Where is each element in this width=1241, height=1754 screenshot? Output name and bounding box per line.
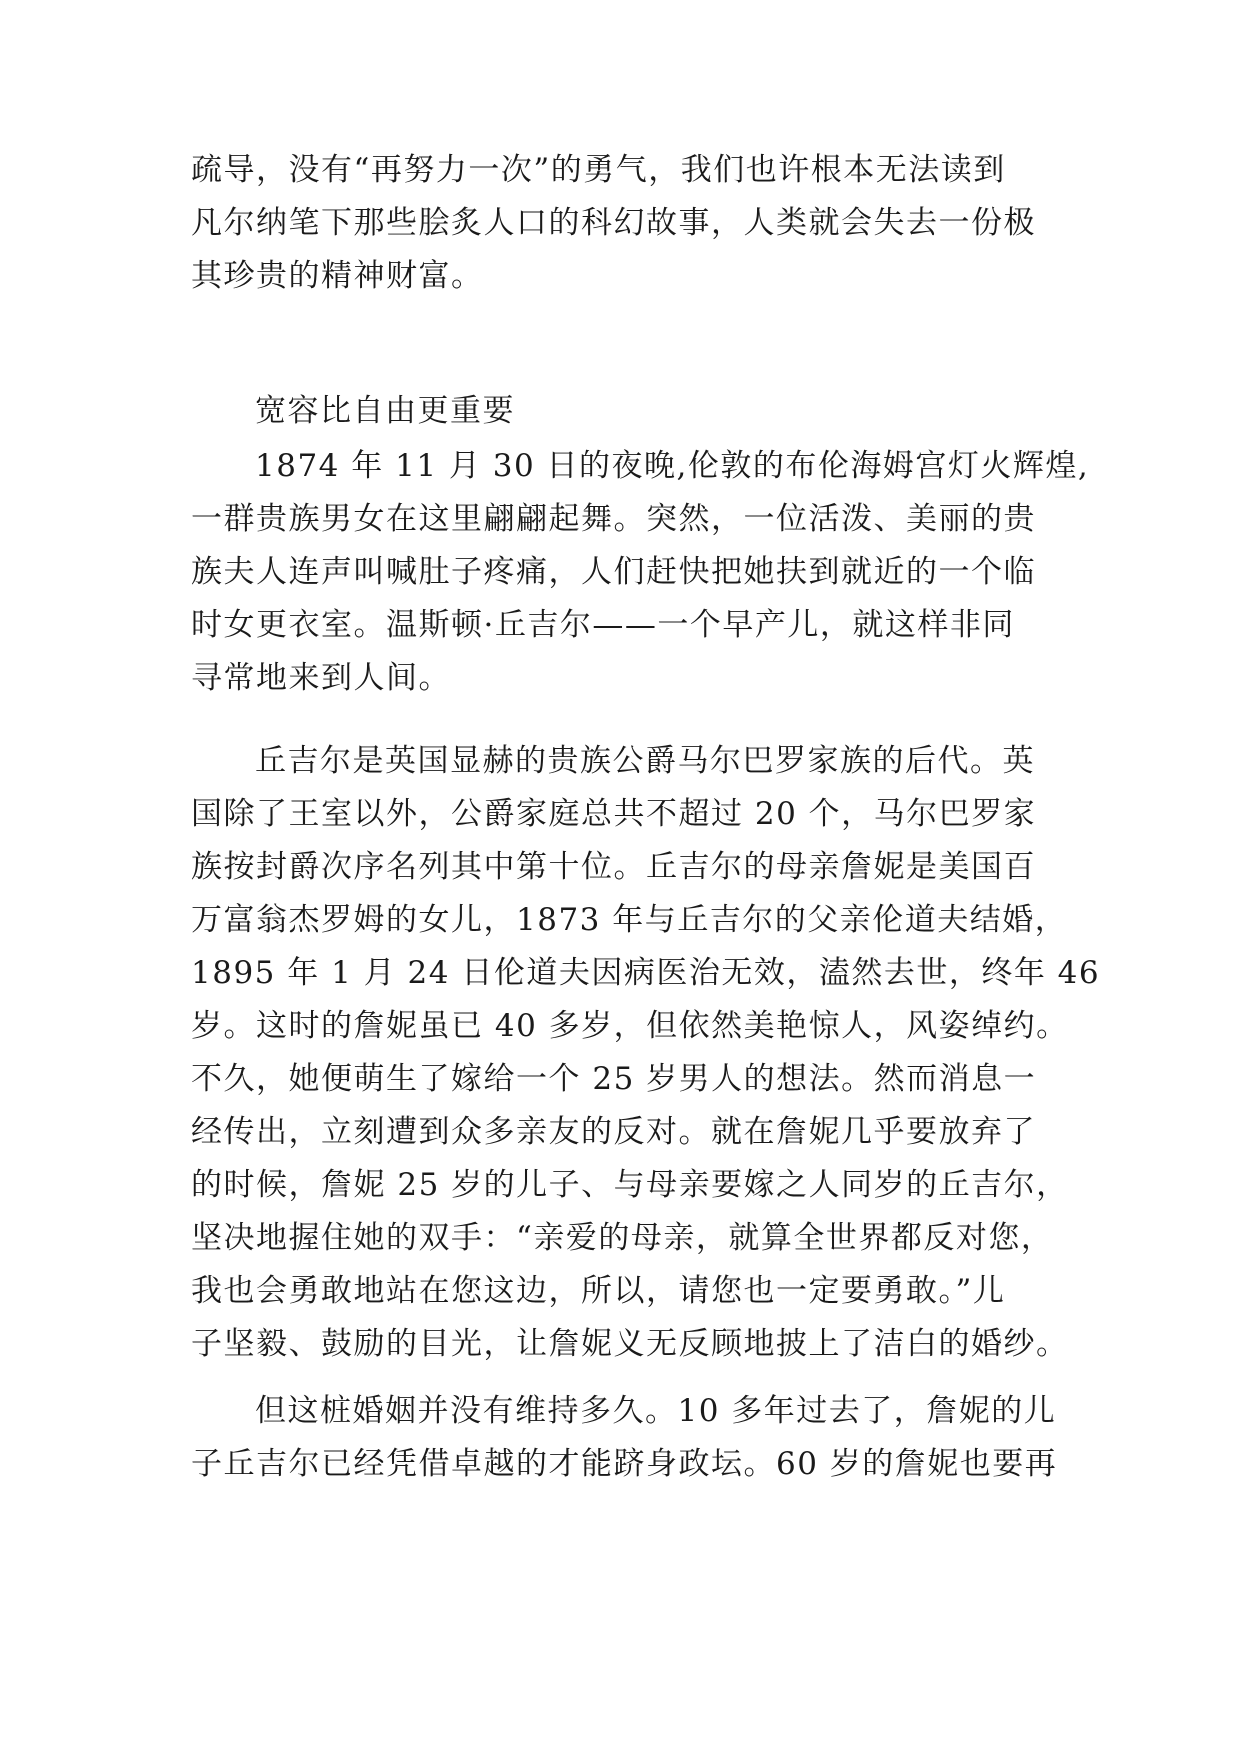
text-line: 坚决地握住她的双手：“亲爱的母亲，就算全世界都反对您，: [191, 1220, 1054, 1256]
text-line: 时女更衣室。温斯顿·丘吉尔——一个早产儿，就这样非同: [191, 607, 1015, 643]
text-line: 一群贵族男女在这里翩翩起舞。突然，一位活泼、美丽的贵: [191, 501, 1036, 537]
text-line: 子坚毅、鼓励的目光，让詹妮义无反顾地披上了洁白的婚纱。: [191, 1326, 1069, 1362]
text-line: 1895 年 1 月 24 日伦道夫因病医治无效，溘然去世，终年 46: [191, 955, 1101, 991]
text-line: 我也会勇敢地站在您这边，所以，请您也一定要勇敢。”儿: [191, 1273, 1006, 1309]
text-line: 万富翁杰罗姆的女儿，1873 年与丘吉尔的父亲伦道夫结婚，: [191, 902, 1068, 938]
text-line: 疏导，没有“再努力一次”的勇气，我们也许根本无法读到: [191, 152, 1006, 188]
text-line: 子丘吉尔已经凭借卓越的才能跻身政坛。60 岁的詹妮也要再: [191, 1446, 1058, 1482]
text-line: 族夫人连声叫喊肚子疼痛，人们赶快把她扶到就近的一个临: [191, 554, 1036, 590]
text-line: 经传出，立刻遭到众多亲友的反对。就在詹妮几乎要放弃了: [191, 1114, 1036, 1150]
section-heading: 宽容比自由更重要: [255, 393, 515, 429]
text-line: 不久，她便萌生了嫁给一个 25 岁男人的想法。然而消息一: [191, 1061, 1037, 1097]
text-line: 但这桩婚姻并没有维持多久。10 多年过去了，詹妮的儿: [255, 1393, 1057, 1429]
text-line: 凡尔纳笔下那些脍炙人口的科幻故事，人类就会失去一份极: [191, 205, 1036, 241]
text-line: 族按封爵次序名列其中第十位。丘吉尔的母亲詹妮是美国百: [191, 849, 1036, 885]
text-line: 丘吉尔是英国显赫的贵族公爵马尔巴罗家族的后代。英: [255, 743, 1035, 779]
text-line: 国除了王室以外，公爵家庭总共不超过 20 个，马尔巴罗家: [191, 796, 1037, 832]
text-line: 1874 年 11 月 30 日的夜晚,伦敦的布伦海姆宫灯火辉煌,: [255, 448, 1090, 484]
text-line: 其珍贵的精神财富。: [191, 258, 484, 294]
text-line: 岁。这时的詹妮虽已 40 多岁，但依然美艳惊人，风姿绰约。: [191, 1008, 1069, 1044]
text-line: 的时候，詹妮 25 岁的儿子、与母亲要嫁之人同岁的丘吉尔，: [191, 1167, 1069, 1203]
text-line: 寻常地来到人间。: [191, 660, 451, 696]
